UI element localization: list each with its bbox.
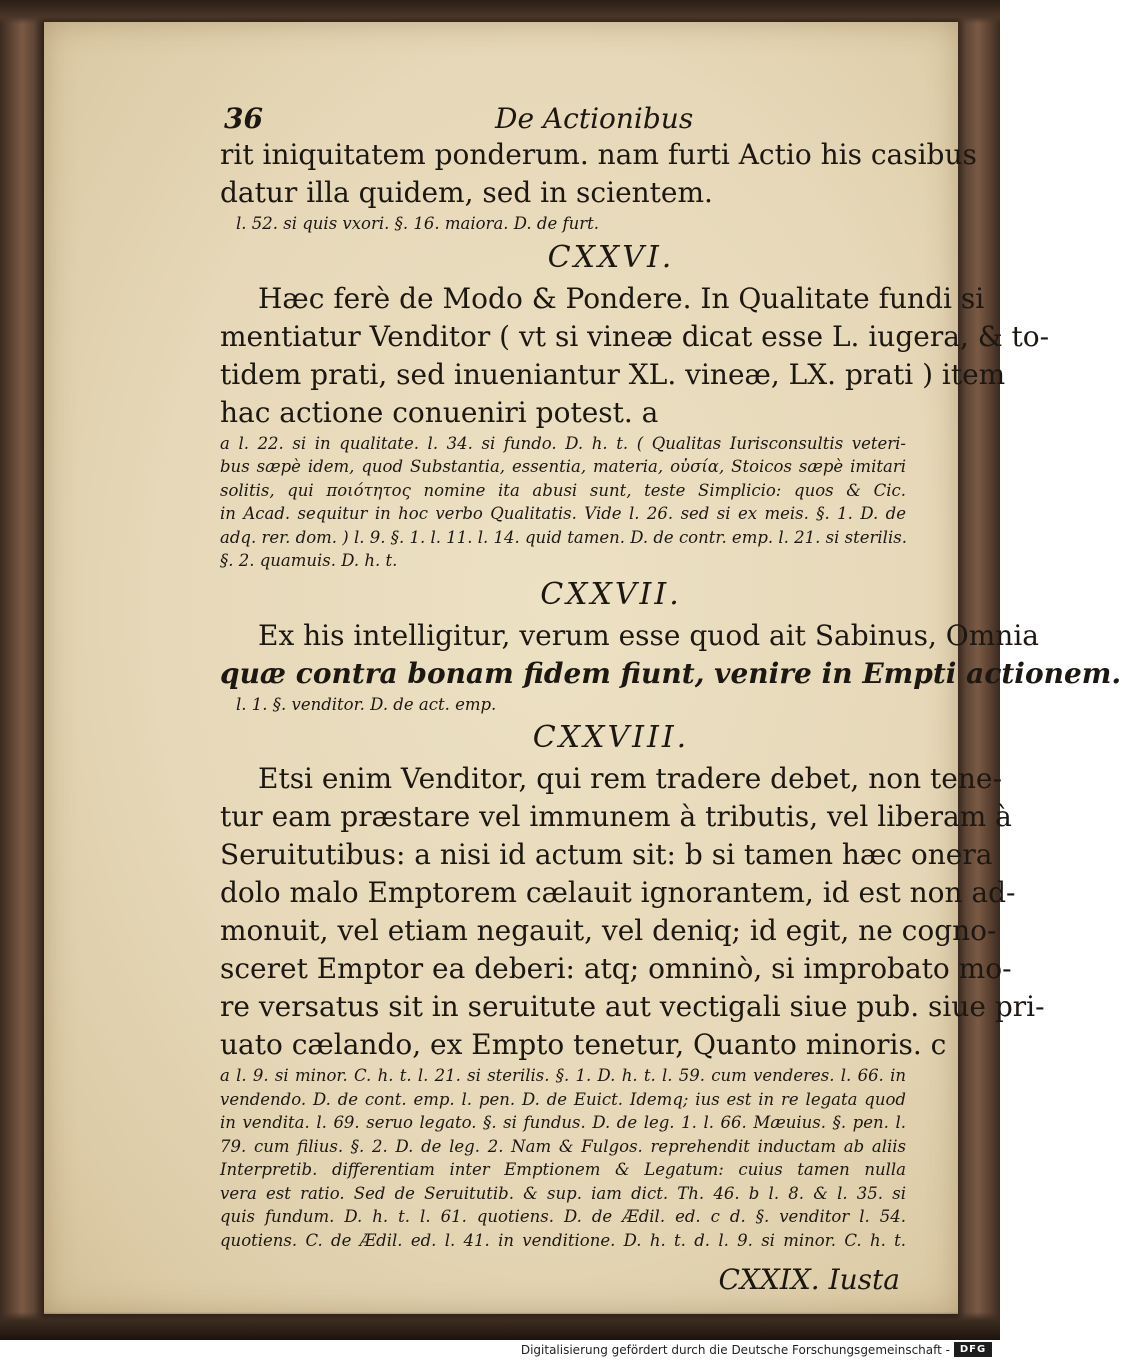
page-header [220, 92, 906, 136]
body-line: datur illa quidem, sed in scientem. [220, 176, 713, 209]
footnote-line: bus sæpè idem, quod Substantia, essentia, materia, οὐσία, Stoicos sæpè imitari [220, 457, 906, 476]
dfg-logo[interactable]: DFG [954, 1342, 992, 1357]
page-number: 36 [224, 102, 263, 135]
footnote-line: a l. 9. si minor. C. h. t. l. 21. si sterilis. §. 1. D. h. t. l. 59. cum venderes. l. 66. in [220, 1066, 906, 1085]
body-line: Hæc ferè de Modo & Pondere. In Qualitate fundi si [258, 281, 985, 315]
footnote-line: vendendo. D. de cont. emp. l. pen. D. de Euict. Idemq; ius est in re legata quod [220, 1089, 906, 1109]
footnote-line: adq. rer. dom. ) l. 9. §. 1. l. 11. l. 14. quid tamen. D. de contr. emp. l. 21. si sterilis. [220, 527, 907, 547]
catchword: CXXIX. Iusta [718, 1263, 900, 1296]
footnote-line: vera est ratio. Sed de Seruitutib. & sup. iam dict. Th. 46. b l. 8. & l. 35. si [220, 1183, 906, 1203]
footnote-line: solitis, qui ποιότητος nomine ita abusi sunt, teste Simplicio: quos & Cic. [220, 480, 906, 500]
book-page [44, 22, 1121, 1314]
body-line: mentiatur Venditor ( vt si vineæ dicat esse L. iugera, & to- [220, 319, 1050, 353]
footnote-line: in Acad. sequitur in hoc verbo Qualitatis. Vide l. 26. sed si ex meis. §. 1. D. de [220, 504, 906, 523]
footnote-line: §. 2. quamuis. D. h. t. [220, 551, 398, 570]
footnote-line: quotiens. C. de Ædil. ed. l. 41. in venditione. D. h. t. d. l. 9. si minor. C. h. t. [220, 1230, 906, 1250]
body-line: tur eam præstare vel immunem à tributis, vel liberam à [220, 800, 1012, 833]
body-line: rit iniquitatem ponderum. nam furti Actio his casibus [220, 138, 977, 171]
running-head: De Actionibus [495, 102, 694, 135]
body-line: uato cælando, ex Empto tenetur, Quanto minoris. c [220, 1028, 947, 1061]
marginal-note: l. 52. si quis vxori. §. 16. maiora. D. de furt. [236, 214, 599, 233]
footer-bar [0, 1340, 1000, 1361]
body-line: dolo malo Emptorem cælauit ignorantem, id est non ad- [220, 876, 1016, 909]
body-line-italic: quæ contra bonam fidem fiunt, venire in Empti actionem. [220, 656, 1121, 690]
marginal-note: l. 1. §. venditor. D. de act. emp. [236, 694, 497, 714]
page-text-block [220, 92, 1121, 1300]
body-line: Ex his intelligitur, verum esse quod ait Sabinus, Omnia [258, 618, 1039, 652]
body-line: hac actione conueniri potest. a [220, 395, 659, 429]
section-heading: CXXVI. [547, 239, 675, 275]
body-line: re versatus sit in seruitute aut vectigali siue pub. siue pri- [220, 990, 1045, 1023]
body-line: Etsi enim Venditor, qui rem tradere debet, non tene- [258, 762, 1002, 795]
body-line: Seruitutibus: a nisi id actum sit: b si tamen hæc onera [220, 838, 993, 871]
footnote-line: a l. 22. si in qualitate. l. 34. si fundo. D. h. t. ( Qualitas Iurisconsultis veteri- [220, 433, 906, 453]
footnote-line: in vendita. l. 69. seruo legato. §. si fundus. D. de leg. 1. l. 66. Mæuius. §. pen. l. [220, 1113, 906, 1132]
funding-notice: Digitalisierung gefördert durch die Deutsche Forschungsgemeinschaft - [520, 1343, 950, 1357]
footnote-line: Interpretib. differentiam inter Emptionem & Legatum: cuius tamen nulla [220, 1160, 906, 1179]
section-heading: CXXVII. [540, 576, 682, 612]
body-line: tidem prati, sed inueniantur XL. vineæ, LX. prati ) item [220, 357, 1006, 391]
body-line: monuit, vel etiam negauit, vel deniq; id egit, ne cogno- [220, 914, 997, 947]
body-line: sceret Emptor ea deberi: atq; omninò, si improbato mo- [220, 952, 1012, 985]
footnote-line: quis fundum. D. h. t. l. 61. quotiens. D. de Ædil. ed. c d. §. venditor l. 54. [220, 1207, 906, 1226]
section-heading: CXXVIII. [532, 720, 690, 755]
footnote-line: 79. cum filius. §. 2. D. de leg. 2. Nam & Fulgos. reprehendit inductam ab aliis [220, 1136, 906, 1156]
